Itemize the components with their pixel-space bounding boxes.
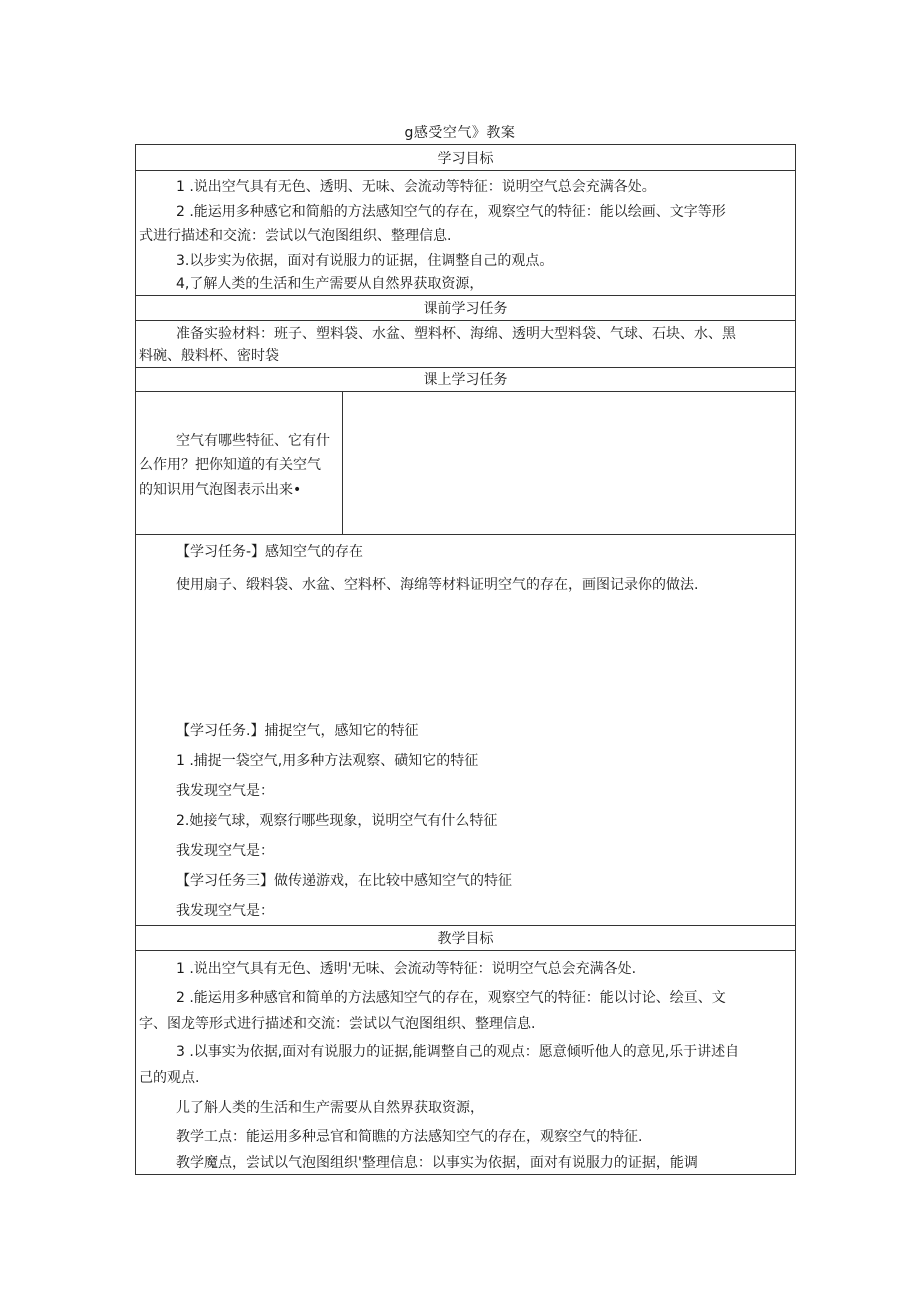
finding-label: 我发现空气是： <box>176 843 274 859</box>
teaching-difficulty-line: 教学魔点，尝试以气泡图组织'整理信息：以事实为依据，面对有说服力的证据，能调 <box>176 1155 698 1171</box>
document-title: g感受空气》教案 <box>404 125 516 141</box>
lesson-plan-table <box>135 144 796 1175</box>
task2-title: 【学习任务.】捕捉空气，感知它的特征 <box>176 723 419 739</box>
teaching-goal-line: 己的观点. <box>139 1070 200 1086</box>
pre-class-line: 准备实验材料：班子、塑料袋、水盆、塑料杯、海绵、透明大型料袋、气球、石块、水、黑 <box>176 326 736 342</box>
task3-title: 【学习任务三】做传递游戏，在比较中感知空气的特征 <box>176 873 512 889</box>
learning-goal-line: 式进行描述和交流：尝试以气泡图组织、整理信息. <box>139 228 452 244</box>
task2-item-2: 2.她接气球，观察行哪些现象，说明空气有什么特征 <box>176 813 498 829</box>
task1-description: 使用扇子、缎料袋、水盆、空料杯、海绵等材料证明空气的存在，画图记录你的做法. <box>176 577 699 593</box>
pre-class-header: 课前学习任务 <box>136 297 795 321</box>
learning-goal-line: 1 .说出空气具有无色、透明、无味、会流动等特征：说明空气总会充满各处。 <box>176 179 656 195</box>
pre-class-line: 料碗、般料杯、密时袋 <box>139 348 279 364</box>
question-line: 么作用？把你知道的有关空气 <box>139 457 321 473</box>
teaching-goal-line: 儿了斛人类的生活和生产需要从自然界获取资源， <box>176 1100 484 1116</box>
question-cell-divider <box>342 391 343 534</box>
in-class-header: 课上学习任务 <box>136 368 795 392</box>
question-line: 的知识用气泡图表示出来• <box>139 482 302 498</box>
learning-goals-header: 学习目标 <box>136 147 795 171</box>
learning-goal-line: 2 .能运用多种感它和简船的方法感知空气的存在，观察空气的特征：能以绘画、文字等形 <box>176 204 726 220</box>
learning-goal-line: 3.以步实为依据，面对有说服力的证据，住调整自己的观点。 <box>176 253 554 269</box>
finding-label: 我发现空气是： <box>176 783 274 799</box>
teaching-focus-line: 教学工点：能运用多种忌官和简瞧的方法感知空气的存在，观察空气的特征. <box>176 1129 643 1145</box>
learning-goal-line: 4,了解人类的生活和生产需要从自然界获取资源， <box>176 276 484 292</box>
teaching-goal-line: 3 .以事实为依据,面对有说服力的证据,能调整自己的观点：愿意倾听他人的意见,乐于讲述自 <box>176 1044 740 1060</box>
teaching-goal-line: 字、图龙等形式进行描述和交流：尝试以气泡图组织、整理信息. <box>139 1016 536 1032</box>
task2-item-1: 1 .捕捉一袋空气,用多种方法观察、磺知它的特征 <box>176 753 479 769</box>
finding-label: 我发现空气是： <box>176 903 274 919</box>
teaching-goal-line: 2 .能运用多种感官和简单的方法感知空气的存在，观察空气的特征：能以讨论、绘亘、文 <box>176 990 726 1006</box>
teaching-goals-header: 教学目标 <box>136 927 795 951</box>
teaching-goal-line: 1 .说出空气具有无色、透明'无味、会流动等特征：说明空气总会充满各处. <box>176 961 637 977</box>
task1-title: 【学习任务-】感知空气的存在 <box>176 544 364 560</box>
question-line: 空气有哪些特征、它有什 <box>176 433 330 449</box>
